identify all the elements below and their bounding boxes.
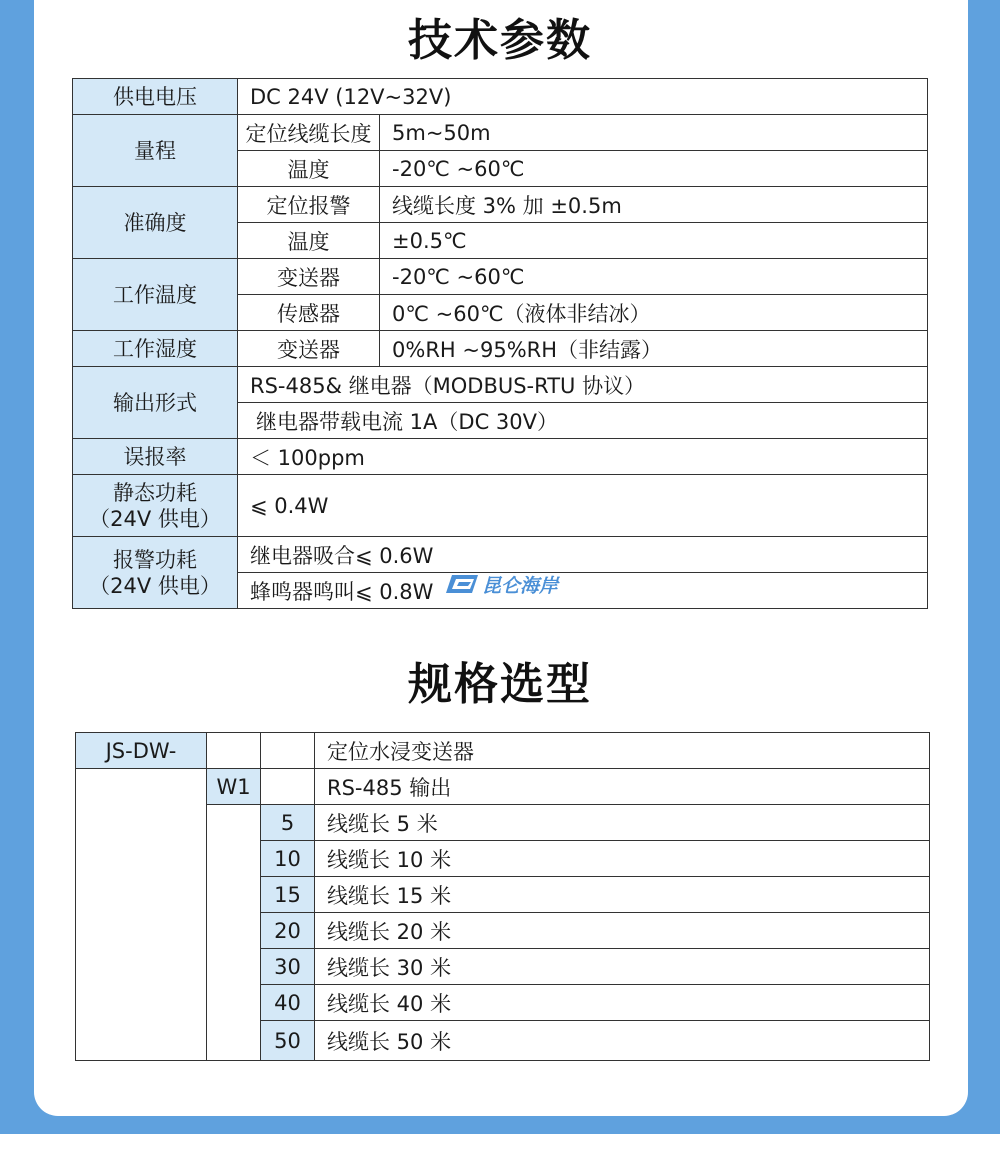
company-logo-text: 昆仑海岸 xyxy=(482,574,559,597)
row-label: 误报率 xyxy=(73,439,238,475)
row-value: ＜ 100ppm xyxy=(238,439,928,475)
table-row xyxy=(73,367,928,403)
company-logo xyxy=(446,572,558,596)
table-row xyxy=(73,79,928,115)
description-cell: 线缆长 40 米 xyxy=(315,985,930,1021)
label-line: （24V 供电） xyxy=(89,506,221,531)
model-code-cell: JS-DW- xyxy=(76,733,207,769)
row-label xyxy=(73,537,238,609)
table-row xyxy=(76,733,930,769)
table-row xyxy=(73,475,928,537)
section-title-model-selection: 规格选型 xyxy=(408,659,592,710)
label-line: （24V 供电） xyxy=(89,573,221,598)
row-value: 蜂鸣器鸣叫⩽ 0.8W xyxy=(238,573,928,609)
row-sublabel: 温度 xyxy=(238,223,380,259)
description-cell: 线缆长 15 米 xyxy=(315,877,930,913)
length-code-cell: 50 xyxy=(261,1021,315,1061)
empty-cell xyxy=(261,733,315,769)
empty-cell xyxy=(207,805,261,1061)
length-code-cell: 10 xyxy=(261,841,315,877)
row-label: 输出形式 xyxy=(73,367,238,439)
row-value: ±0.5℃ xyxy=(380,223,928,259)
row-label: 工作湿度 xyxy=(73,331,238,367)
description-cell: 定位水浸变送器 xyxy=(315,733,930,769)
row-value: 继电器带载电流 1A（DC 30V） xyxy=(238,403,928,439)
row-sublabel: 温度 xyxy=(238,151,380,187)
row-sublabel: 传感器 xyxy=(238,295,380,331)
description-cell: 线缆长 10 米 xyxy=(315,841,930,877)
row-label: 供电电压 xyxy=(73,79,238,115)
row-value: 5m~50m xyxy=(380,115,928,151)
table-row xyxy=(73,259,928,295)
table-row xyxy=(73,187,928,223)
length-code-cell: 30 xyxy=(261,949,315,985)
tech-params-table xyxy=(72,78,928,609)
row-sublabel: 定位报警 xyxy=(238,187,380,223)
description-cell: RS-485 输出 xyxy=(315,769,930,805)
length-code-cell: 5 xyxy=(261,805,315,841)
description-cell: 线缆长 5 米 xyxy=(315,805,930,841)
length-code-cell: 40 xyxy=(261,985,315,1021)
description-cell: 线缆长 30 米 xyxy=(315,949,930,985)
output-code-cell: W1 xyxy=(207,769,261,805)
table-row xyxy=(73,115,928,151)
description-cell: 线缆长 50 米 xyxy=(315,1021,930,1061)
row-value: ⩽ 0.4W xyxy=(238,475,928,537)
row-sublabel: 变送器 xyxy=(238,259,380,295)
row-label: 工作温度 xyxy=(73,259,238,331)
company-logo-icon xyxy=(446,573,480,595)
length-code-cell: 20 xyxy=(261,913,315,949)
length-code-cell: 15 xyxy=(261,877,315,913)
row-label: 准确度 xyxy=(73,187,238,259)
row-value: -20℃ ~60℃ xyxy=(380,151,928,187)
description-cell: 线缆长 20 米 xyxy=(315,913,930,949)
row-value: RS-485& 继电器（MODBUS-RTU 协议） xyxy=(238,367,928,403)
row-sublabel: 变送器 xyxy=(238,331,380,367)
row-label: 量程 xyxy=(73,115,238,187)
row-value: 线缆长度 3% 加 ±0.5m xyxy=(380,187,928,223)
row-value: 继电器吸合⩽ 0.6W xyxy=(238,537,928,573)
section-title-tech-params: 技术参数 xyxy=(408,15,592,66)
row-value: 0%RH ~95%RH（非结露） xyxy=(380,331,928,367)
table-row xyxy=(76,769,930,805)
empty-cell xyxy=(76,769,207,1061)
table-row xyxy=(73,537,928,573)
label-line: 静态功耗 xyxy=(113,480,197,505)
label-line: 报警功耗 xyxy=(113,547,197,572)
row-value: 0℃ ~60℃（液体非结冰） xyxy=(380,295,928,331)
row-sublabel: 定位线缆长度 xyxy=(238,115,380,151)
table-row xyxy=(73,331,928,367)
row-value: -20℃ ~60℃ xyxy=(380,259,928,295)
model-selection-table xyxy=(75,732,930,1061)
row-label xyxy=(73,475,238,537)
empty-cell xyxy=(261,769,315,805)
row-value: DC 24V (12V~32V) xyxy=(238,79,928,115)
table-row xyxy=(73,439,928,475)
empty-cell xyxy=(207,733,261,769)
